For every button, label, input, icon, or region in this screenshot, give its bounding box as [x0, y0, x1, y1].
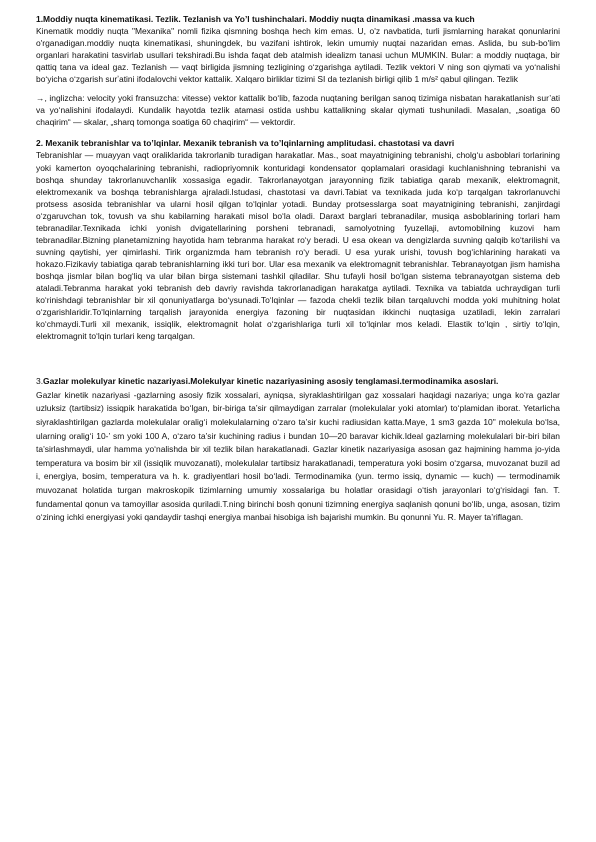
- section-1-heading: 1.Moddiy nuqta kinematikasi. Tezlik. Tezlanish va Yo’l tushinchalari. Moddiy nuqta dinamikasi .massa va kuch: [36, 14, 475, 24]
- section-2-heading: 2. Mexanik tebranishlar va to’lqinlar. Mexanik tebranish va to’lqinlarning amplitudasi. chastotasi va davri: [36, 138, 455, 149]
- section-1-body: Kinematik moddiy nuqta "Mexanika" nomli fizika qismning boshqa hech kim emas. U, o'z navbatida, turli jismlarning harakat qonunlarini o'rganadigan.moddiy nuqta kinematikasi, shuningdek, bu vazifani ishtirok, lekin umumiy nuqtai nazaridan emas. Aslida, bu sub-bo'lim organlari harakatini tasvirlab usullari tekshiradi.Bu ishda faqat deb atalmish idealizm tanasi uchun MUMKIN. Bular: a moddiy nuqtaga, bir qattiq tana va ideal gaz. Tezlanish — vaqt birligida jismning tezligining oʻzgarishga aytiladi. Tezlik vektori V ning son qiymati va yoʻnalishi boʻyicha oʻzgarish surʼatini ifodalovchi vektor kattalik. Xalqaro birliklar tizimi SI da tezlanish birligi qilib 1 m/s² qabul qilingan. Tezlik: [36, 26, 560, 85]
- section-3-heading: [36, 375, 560, 389]
- section-3-number: 3.: [36, 376, 44, 387]
- section-2-body: Tebranishlar — muayyan vaqt oraliklarida takrorlanib turadigan harakatlar. Mas., soat mayatnigining tebranishi, cholg‘u asboblari torlarining yoki kamerton oyoqchalarining tebranishi, radiopriyomnik konturidagi kondensator qoplamalari orasidagi kuchlanishning tebranishi va boshqa shunday takrorlanuvchanlik xossasiga egadir. Takrorlanayotgan jarayonning fizik tabiatiga qarab mexanik, elektromagnit, elektromexanik va boshqa tebranishlarga ajraladi.Istudasi, chastotasi va davri.Tabiat va texnikada juda ko‘p tarqalgan takrorlanuvchi protsess asosida tebranishlar va ularni hosil qilgan to‘lqinlar yotadi. Bunday protsesslarga soat mayatnigining tebranishi, zanjirdagi o‘zgaruvchan tok, tovush va shu kabilarning harakati misol bo‘la oladi. Daraxt barglari tebranadilar, musiqa asboblarining torlari ham tebranadilar.Texnikada ichki yonish dvigatellarining porsheni tebranadi, samolyotning fyuzellaji, avtomobilning kuzovi ham tebranadilar.Bizning planetamizning hayotida ham tebranma harakat ro‘y beradi. U esa okean va dengizlarda suvning qalqib ko‘tarilishi va suvning qaytishi, yer qimirlashi. Tirik organizmda ham tebranish ro‘y beradi. U esa yurak urishi, tovush bog‘ichlarining harakati va hokazo.Fizikaviy tabiatiga qarab tebranishlarning ikki turi bor. Ular esa mexanik va elektromagnit tebranishlar. Tebranayotgan jism hamisha boshqa jismlar bilan bog‘liq va ular bilan birga sistemani tashkil qiladilar. Shu tufayli hosil bo‘lgan sistema tebranayotgan sistema deb ataladi.Tebranma harakat yoki tebranish deb davriy ravishda takrorlanadigan harakatga aytiladi. Texnika va tabiatda uchraydigan turli ko‘rinishdagi tebranishlar bir xil qonuniyatlarga bo‘ysunadi.To‘lqinlar — fazoda chekli tezlik bilan tarqaluvchi modda yoki muhitning holat o‘zgarishlaridir.To‘lqinlarning tarqalish jarayonida energiya fazoning bir nuqtasidan ikkinchi nuqtasiga uzatiladi, lekin zarralari ko‘chmaydi.Turli xil mexanik, issiqlik, elektromagnit holat o‘zgarishlariga turli xil to‘lqinlar mos keladi. Elastik to‘lqin , sirtiy to‘lqin, elektromagnit to‘lqin turlari keng tarqalgan.: [36, 150, 560, 342]
- section-3-title: Gazlar molekulyar kinetic nazariyasi.Molekulyar kinetic nazariyasining asosiy tenglamasi.termodinamika asoslari.: [43, 376, 499, 387]
- section-3-body: Gazlar kinetik nazariyasi -gazlarning asosiy fizik xossalari, ayniqsa, siyraklashtirilgan gaz xossalari haqidagi nazariya; unga ko‘ra gazlar uzluksiz (tartibsiz) issiqpik harakatida bo‘lgan, bir-biriga ta’sir qilmaydigan zarralar (molekulalar yoki atomlar) to‘plamidan iborat. Yetarlicha siyraklashtirilgan gazlarda molekulalar oralig‘i molekulalarning o‘zaro ta’sir kuchi radiusidan katta.Maye, 1 sm3 gazda 10" molekula bo‘lsa, ularning oralig‘i 10-’ sm yoki 100 A, o‘zaro ta’sir kuchining radius i bundan 10—20 baravar kichik.Ideal gazlarning molekulalari bir-biri bilan ta’sirlashmaydi, ular hamma yo‘nalishda bir xil tezlik bilan harakatlanadi. Gazlar kinetik nazariyasiga asosan gaz hajmining hamma jo-yida temperatura va bosim bir xil (issiqlik muvozanati), molekulalar tartibsiz harakatlanadi, temperatura yoki bosim o‘zgarsa, muvozanat buzil ad i, energiya, bosim, temperatura va h. k. gradiyentlari hosil bo‘ladi. Termodinamika (yun. termo issiq, dynamic — kuch) — termodinamik muvozanat holatida turgan makroskopik tizimlarning umumiy xossalariga bu holatlar orasidagi o‘tish jarayonlari to‘g‘risidagi fan. T. fundamental qonun va tamoyillar asosida quriladi.T.ning birinchi bosh qonuni tizimning energiya saqlanish qonuni bo‘lib, unga, asosan, tizim o‘zining ichki energiyasi yoki qandaydir tashqi energiya manbai hisobiga ish bajarishi mumkin. Bu qonunni Yu. R. Mayer ta’riflagan.: [36, 389, 560, 523]
- section-1-body-continued: →, inglizcha: velocity yoki fransuzcha: vitesse) vektor kattalik bo‘lib, fazoda nuqtaning berilgan sanoq tizimiga nisbatan harakatlanish sur’ati va yo‘nalishini ifodalaydi. Kundalik hayotda tezlik atamasi ostida ushbu kattalikning skalar qiymati tushuniladi. Masalan, „soatiga 60 chaqirim“ — skalar, „sharq tomonga soatiga 60 chaqirim“ — vektordir.: [36, 93, 560, 128]
